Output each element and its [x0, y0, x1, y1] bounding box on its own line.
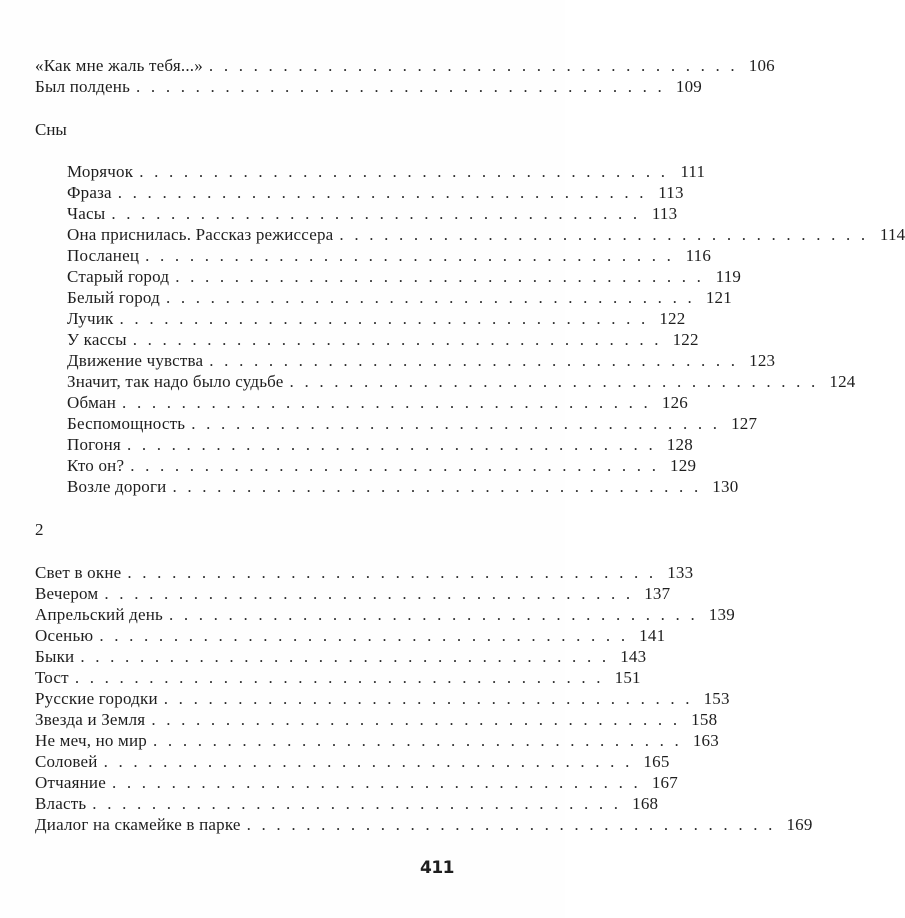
toc-entry-title: Быки	[35, 647, 75, 666]
toc-entry-title: Апрельский день	[35, 605, 163, 624]
toc-entry-title: Она приснилась. Рассказ режиссера	[67, 225, 334, 244]
toc-leader-dots: . . . . . . . . . . . . . . . . . . . . . . . . . . . . . . . . . . . .	[165, 288, 695, 307]
toc-entry-page: 114	[879, 225, 905, 244]
toc-leader-dots: . . . . . . . . . . . . . . . . . . . . . . . . . . . . . . . . . . . .	[172, 477, 702, 496]
toc-entry	[35, 730, 719, 752]
toc-entry-title: Белый город	[67, 288, 160, 307]
toc-entry-page: 139	[708, 605, 735, 624]
toc-leader-dots: . . . . . . . . . . . . . . . . . . . . . . . . . . . . . . . . . . . .	[130, 456, 660, 475]
toc-entry	[35, 667, 641, 689]
toc-leader-dots: . . . . . . . . . . . . . . . . . . . . . . . . . . . . . . . . . . . .	[126, 435, 656, 454]
toc-entry-page: 141	[639, 626, 666, 645]
toc-entry-page: 122	[672, 330, 699, 349]
toc-entry	[67, 245, 712, 267]
toc-leader-dots: . . . . . . . . . . . . . . . . . . . . . . . . . . . . . . . . . . . .	[111, 773, 641, 792]
toc-leader-dots: . . . . . . . . . . . . . . . . . . . . . . . . . . . . . . . . . . . .	[92, 794, 622, 813]
toc-entry	[35, 751, 670, 773]
toc-entry	[35, 688, 730, 710]
toc-entry-page: 133	[667, 563, 694, 582]
toc-entry-page: 124	[829, 372, 856, 391]
toc-entry	[35, 625, 666, 647]
toc-leader-dots: . . . . . . . . . . . . . . . . . . . . . . . . . . . . . . . . . . . .	[104, 584, 634, 603]
toc-entry	[67, 392, 688, 414]
toc-entry-page: 153	[703, 689, 730, 708]
toc-entry-title: Соловей	[35, 752, 98, 771]
toc-entry-page: 119	[715, 267, 742, 286]
toc-leader-dots: . . . . . . . . . . . . . . . . . . . . . . . . . . . . . . . . . . . .	[339, 225, 869, 244]
toc-entry	[67, 371, 856, 393]
toc-entry-title: Власть	[35, 794, 87, 813]
toc-leader-dots: . . . . . . . . . . . . . . . . . . . . . . . . . . . . . . . . . . . .	[127, 563, 657, 582]
toc-entry-page: 168	[632, 794, 659, 813]
toc-leader-dots: . . . . . . . . . . . . . . . . . . . . . . . . . . . . . . . . . . . .	[122, 393, 651, 412]
toc-entry-page: 109	[675, 77, 702, 96]
toc-leader-dots: . . . . . . . . . . . . . . . . . . . . . . . . . . . . . . . . . . . .	[191, 414, 721, 433]
toc-entry	[35, 772, 678, 794]
toc-entry	[35, 562, 694, 584]
section-heading-2: 2	[35, 520, 44, 539]
toc-entry	[67, 161, 706, 183]
toc-entry	[35, 814, 813, 836]
toc-entry	[35, 646, 647, 668]
toc-entry-page: 129	[670, 456, 697, 475]
toc-entry	[67, 455, 697, 477]
toc-entry-page: 111	[680, 162, 706, 181]
toc-entry	[35, 55, 775, 77]
toc-leader-dots: . . . . . . . . . . . . . . . . . . . . . . . . . . . . . . . . . . . .	[99, 626, 629, 645]
toc-entry	[67, 224, 905, 246]
toc-entry-title: Не меч, но мир	[35, 731, 148, 750]
toc-leader-dots: . . . . . . . . . . . . . . . . . . . . . . . . . . . . . . . . . . . .	[289, 372, 819, 391]
toc-leader-dots: . . . . . . . . . . . . . . . . . . . . . . . . . . . . . . . . . . . .	[153, 731, 682, 750]
toc-entry-title: Осенью	[35, 626, 94, 645]
section-heading-sny: Сны	[35, 120, 67, 139]
toc-entry	[35, 709, 718, 731]
toc-entry-page: 106	[748, 56, 775, 75]
toc-entry	[35, 583, 671, 605]
toc-entry-title: Диалог на скамейке в парке	[35, 815, 241, 834]
toc-entry-title: Беспомощность	[67, 414, 186, 433]
toc-entry-page: 116	[685, 246, 712, 265]
toc-leader-dots: . . . . . . . . . . . . . . . . . . . . . . . . . . . . . . . . . . . .	[168, 605, 698, 624]
toc-entry	[35, 76, 702, 98]
toc-leader-dots: . . . . . . . . . . . . . . . . . . . . . . . . . . . . . . . . . . . .	[132, 330, 662, 349]
toc-entry-page: 130	[712, 477, 739, 496]
toc-entry	[67, 308, 686, 330]
toc-entry-page: 137	[644, 584, 671, 603]
toc-entry-title: «Как мне жаль тебя...»	[35, 56, 203, 75]
toc-leader-dots: . . . . . . . . . . . . . . . . . . . . . . . . . . . . . . . . . . . .	[209, 351, 739, 370]
toc-entry-title: У кассы	[67, 330, 127, 349]
toc-entry-page: 121	[705, 288, 732, 307]
toc-entry	[67, 329, 699, 351]
toc-entry	[35, 604, 735, 626]
toc-leader-dots: . . . . . . . . . . . . . . . . . . . . . . . . . . . . . . . . . . . .	[151, 710, 681, 729]
toc-entry-title: Был полдень	[35, 77, 131, 96]
toc-entry-page: 123	[749, 351, 776, 370]
toc-leader-dots: . . . . . . . . . . . . . . . . . . . . . . . . . . . . . . . . . . . .	[103, 752, 633, 771]
toc-leader-dots: . . . . . . . . . . . . . . . . . . . . . . . . . . . . . . . . . . . .	[119, 309, 649, 328]
toc-leader-dots: . . . . . . . . . . . . . . . . . . . . . . . . . . . . . . . . . . . .	[74, 668, 604, 687]
toc-entry-page: 128	[666, 435, 693, 454]
toc-entry-title: Кто он?	[67, 456, 125, 475]
toc-entry-page: 127	[731, 414, 758, 433]
toc-entry-title: Свет в окне	[35, 563, 122, 582]
toc-entry-page: 122	[659, 309, 686, 328]
toc-entry	[67, 287, 732, 309]
toc-entry-title: Часы	[67, 204, 106, 223]
toc-leader-dots: . . . . . . . . . . . . . . . . . . . . . . . . . . . . . . . . . . . .	[117, 183, 647, 202]
toc-entry	[67, 350, 776, 372]
toc-entry-title: Значит, так надо было судьбе	[67, 372, 284, 391]
toc-leader-dots: . . . . . . . . . . . . . . . . . . . . . . . . . . . . . . . . . . . .	[136, 77, 665, 96]
toc-entry-title: Тост	[35, 668, 69, 687]
toc-entry-page: 113	[651, 204, 678, 223]
toc-entry-title: Движение чувства	[67, 351, 204, 370]
toc-entry	[35, 793, 659, 815]
toc-leader-dots: . . . . . . . . . . . . . . . . . . . . . . . . . . . . . . . . . . . .	[80, 647, 610, 666]
toc-entry-title: Звезда и Земля	[35, 710, 146, 729]
toc-entry-title: Обман	[67, 393, 117, 412]
toc-entry-page: 158	[691, 710, 718, 729]
toc-leader-dots: . . . . . . . . . . . . . . . . . . . . . . . . . . . . . . . . . . . .	[175, 267, 705, 286]
toc-entry	[67, 182, 684, 204]
toc-entry-title: Лучик	[67, 309, 114, 328]
toc-leader-dots: . . . . . . . . . . . . . . . . . . . . . . . . . . . . . . . . . . . .	[111, 204, 641, 223]
toc-entry-page: 113	[658, 183, 684, 202]
toc-entry-title: Возле дороги	[67, 477, 167, 496]
toc-entry-page: 167	[651, 773, 678, 792]
toc-leader-dots: . . . . . . . . . . . . . . . . . . . . . . . . . . . . . . . . . . . .	[246, 815, 776, 834]
toc-entry-title: Морячок	[67, 162, 134, 181]
toc-entry-page: 126	[661, 393, 688, 412]
toc-entry-page: 163	[692, 731, 719, 750]
toc-entry-title: Старый город	[67, 267, 170, 286]
toc-entry-page: 169	[786, 815, 813, 834]
toc-entry-title: Фраза	[67, 183, 112, 202]
toc-entry-title: Русские городки	[35, 689, 158, 708]
toc-entry-page: 165	[643, 752, 670, 771]
toc-entry-title: Отчаяние	[35, 773, 106, 792]
toc-leader-dots: . . . . . . . . . . . . . . . . . . . . . . . . . . . . . . . . . . . .	[145, 246, 675, 265]
toc-leader-dots: . . . . . . . . . . . . . . . . . . . . . . . . . . . . . . . . . . . .	[163, 689, 693, 708]
page-number: 411	[420, 858, 454, 878]
toc-entry-title: Погоня	[67, 435, 121, 454]
toc-leader-dots: . . . . . . . . . . . . . . . . . . . . . . . . . . . . . . . . . . . .	[208, 56, 738, 75]
toc-entry-title: Вечером	[35, 584, 99, 603]
toc-entry-page: 143	[620, 647, 647, 666]
toc-entry	[67, 203, 678, 225]
toc-entry	[67, 413, 758, 435]
toc-entry	[67, 266, 742, 288]
toc-leader-dots: . . . . . . . . . . . . . . . . . . . . . . . . . . . . . . . . . . . .	[139, 162, 669, 181]
toc-entry	[67, 434, 693, 456]
toc-entry	[67, 476, 739, 498]
toc-entry-page: 151	[614, 668, 641, 687]
toc-entry-title: Посланец	[67, 246, 140, 265]
